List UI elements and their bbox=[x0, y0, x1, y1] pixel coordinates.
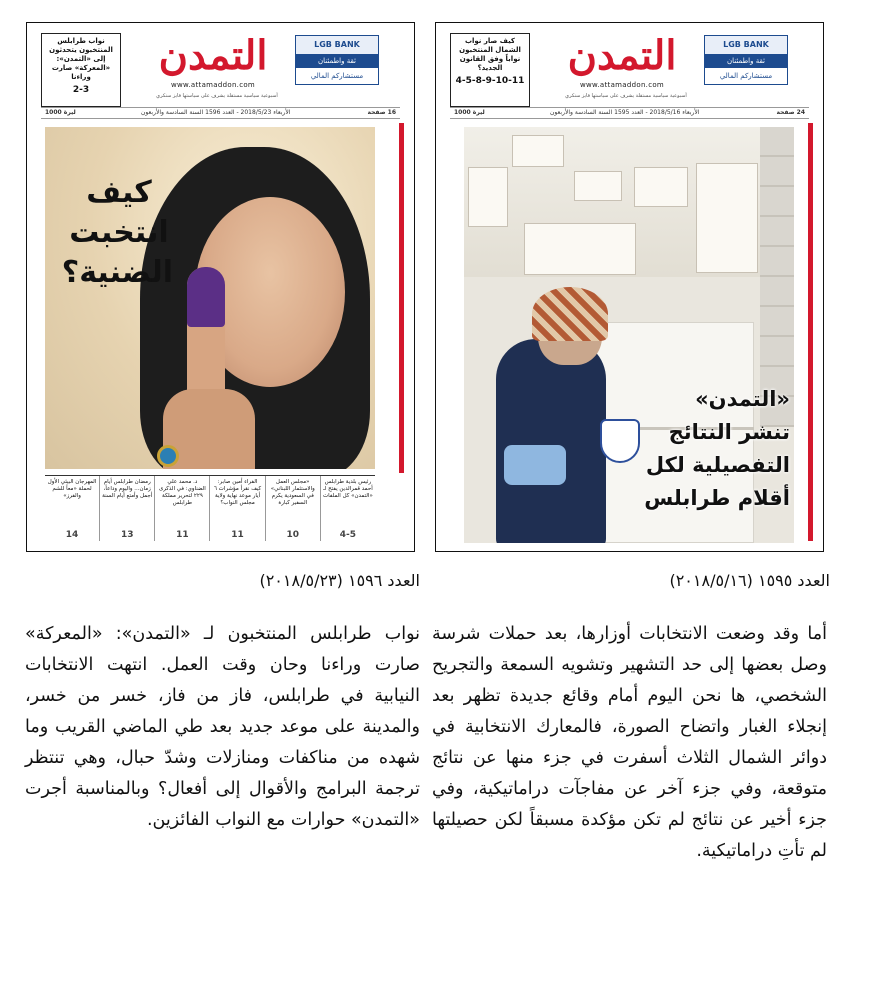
bank-ad bbox=[704, 35, 788, 85]
bottom-teaser bbox=[320, 476, 375, 541]
cover-issue-1595 bbox=[435, 22, 824, 552]
article-paragraph: أما وقد وضعت الانتخابات أوزارها، بعد حملات شرسة وصل بعضها إلى حد التشهير وتشويه السمعة والتجريح الشخصي، ها نحن اليوم أمام وقائع جديدة تظهر بعد إنجلاء الغبار واتضاح الصورة، فالمعارك الانتخابية في دوائر الشمال الثلاث أسفرت في جزء منها عن نتائج متوقعة، وفي جزء آخر عن مفاجآت دراماتيكية، وفي جزء أخير عن نتائج لم تكن مؤكدة مسبقاً لكن حصيلتها لم تأتِ دراماتيكية. bbox=[432, 624, 827, 861]
wall-drawing bbox=[512, 135, 564, 167]
army-emblem-icon bbox=[600, 419, 640, 463]
cover-headline bbox=[640, 383, 790, 515]
article-right-column bbox=[432, 619, 827, 867]
bank-ad bbox=[295, 35, 379, 85]
cover-issue-1596 bbox=[26, 22, 415, 552]
voter-ink-photo bbox=[45, 127, 375, 469]
page-count: 16 صفحة bbox=[367, 109, 396, 116]
cover-header bbox=[27, 23, 414, 133]
teaser-text: نواب طرابلس المنتخبون يتحدثون إلى «التمدن»: «المعركة» صارت وراءنا bbox=[49, 37, 113, 81]
teaser-pages: 2-3 bbox=[72, 85, 90, 95]
masthead-tagline: أسبوعية سياسية مستقلة يشرف على سياستها فايز سنكري bbox=[565, 93, 687, 99]
bank-tagline: ثقة واطمئنان bbox=[705, 54, 787, 68]
article-left-column bbox=[25, 619, 420, 836]
teaser-text: كيف صار نواب الشمال المنتخبون نواباً وفق القانون الجديد؟ bbox=[459, 37, 521, 72]
headline-line: انتخبت bbox=[69, 215, 169, 250]
headline-paper-name: «التمدن» bbox=[695, 387, 790, 411]
bottom-teaser-page: 13 bbox=[120, 530, 134, 540]
date-strip bbox=[41, 107, 400, 119]
wall-drawing bbox=[574, 171, 622, 201]
bottom-teaser-page: 4-5 bbox=[339, 530, 357, 540]
date-line: الأربعاء 2018/5/23 - العدد 1596 السنة السادسة والأربعون bbox=[141, 109, 291, 116]
bottom-teasers bbox=[45, 475, 375, 541]
masthead-url: www.attamaddon.com bbox=[579, 81, 665, 89]
masthead bbox=[546, 31, 698, 97]
bottom-teaser-text: الفراء أمين صابر: كيف نقرأ مؤشرات ٦ أيار موعد نهاية ولاية مجلس النواب؟ bbox=[213, 479, 262, 506]
bank-name: LGB BANK bbox=[296, 36, 378, 54]
cover-header bbox=[436, 23, 823, 133]
bottom-teaser-page: 10 bbox=[286, 530, 299, 540]
date-strip bbox=[450, 107, 809, 119]
bank-note: مستشاركم المالي bbox=[310, 72, 364, 80]
headline-line: الضنية؟ bbox=[61, 255, 173, 290]
cover-headline bbox=[61, 173, 173, 293]
bank-note: مستشاركم المالي bbox=[719, 72, 773, 80]
caption-issue-1596: العدد ١٥٩٦ (٢٠١٨/٥/٢٣) bbox=[259, 571, 420, 590]
wall-tiles bbox=[760, 127, 794, 427]
masthead-url: www.attamaddon.com bbox=[170, 81, 256, 89]
price: 1000 ليرة bbox=[45, 109, 76, 116]
red-side-bar bbox=[808, 123, 813, 541]
teaser-pages: 4-5-8-9-10-11 bbox=[455, 76, 525, 86]
red-side-bar bbox=[399, 123, 404, 473]
ballot-box-photo bbox=[464, 127, 794, 543]
masthead-logo: التمدن bbox=[567, 32, 677, 79]
masthead-logo: التمدن bbox=[158, 32, 268, 79]
headline-line: تنشر النتائج bbox=[668, 420, 790, 444]
bottom-teaser-page: 11 bbox=[231, 530, 244, 540]
headline-line: أقلام طرابلس bbox=[644, 486, 790, 510]
bottom-teaser-text: المهرجان البيئي الأول لحملة «معاً للشم والفرز» bbox=[47, 479, 97, 499]
wall-drawing bbox=[468, 167, 508, 227]
caption-issue-1595: العدد ١٥٩٥ (٢٠١٨/٥/١٦) bbox=[669, 571, 830, 590]
headline-line: التفصيلية لكل bbox=[645, 453, 790, 477]
wall-drawing bbox=[634, 167, 688, 207]
voter-figure bbox=[496, 339, 606, 543]
teaser-box bbox=[450, 33, 530, 107]
bottom-teaser-text: «مجلس العمل والاستثمار اللبناني» في السعودية يكرم السفير كبارة bbox=[270, 479, 315, 506]
teaser-box bbox=[41, 33, 121, 107]
bottom-teaser-page: 14 bbox=[65, 530, 79, 540]
voter-scarf bbox=[532, 287, 608, 341]
ink-mark bbox=[187, 267, 225, 327]
masthead-tagline: أسبوعية سياسية مستقلة يشرف على سياستها فايز سنكري bbox=[156, 93, 278, 99]
bottom-teaser-text: د. محمد علي الضناوي: في الذكرى ٢٢٩ لتحرير مملكة طرابلس bbox=[158, 479, 206, 506]
bottom-teaser-text: رئيس بلدية طرابلس أحمد قمرالدين يفتح لـ «التمدن» كل الملفات bbox=[323, 479, 373, 499]
bottom-teaser bbox=[265, 476, 320, 541]
price: 1000 ليرة bbox=[454, 109, 485, 116]
bottom-teaser bbox=[45, 476, 99, 541]
wall-drawing bbox=[524, 223, 636, 275]
bottom-teaser-text: رمضان طرابلس أيام زمان... واليوم وداعاً، أجمل وأمتع أيام السنة bbox=[102, 479, 153, 499]
ring-icon bbox=[157, 445, 179, 467]
article-paragraph: نواب طرابلس المنتخبون لـ «التمدن»: «المعركة» صارت وراءنا وحان وقت العمل. انتهت الانتخابات النيابية في طرابلس، فاز من فاز، خسر من خسر، والمدينة على موعد جديد بعد طي الماضي القريب وما شهده من مناكفات ومنازلات وشدّ حبال، وهي تنتظر ترجمة البرامج والأقوال إلى أفعال؟ وبالمناسبة أجرت «التمدن» حوارات مع النواب الفائزين. bbox=[25, 624, 420, 830]
date-line: الأربعاء 2018/5/16 - العدد 1595 السنة السادسة والأربعون bbox=[550, 109, 700, 116]
bottom-teaser bbox=[154, 476, 209, 541]
bottom-teaser bbox=[99, 476, 154, 541]
page-count: 24 صفحة bbox=[776, 109, 805, 116]
bank-tagline: ثقة واطمئنان bbox=[296, 54, 378, 68]
headline-line: كيف bbox=[86, 175, 152, 210]
masthead bbox=[137, 31, 289, 97]
bottom-teaser bbox=[209, 476, 264, 541]
wall-drawing bbox=[696, 163, 758, 273]
bank-name: LGB BANK bbox=[705, 36, 787, 54]
handbag bbox=[504, 445, 566, 485]
bottom-teaser-page: 11 bbox=[176, 530, 189, 540]
